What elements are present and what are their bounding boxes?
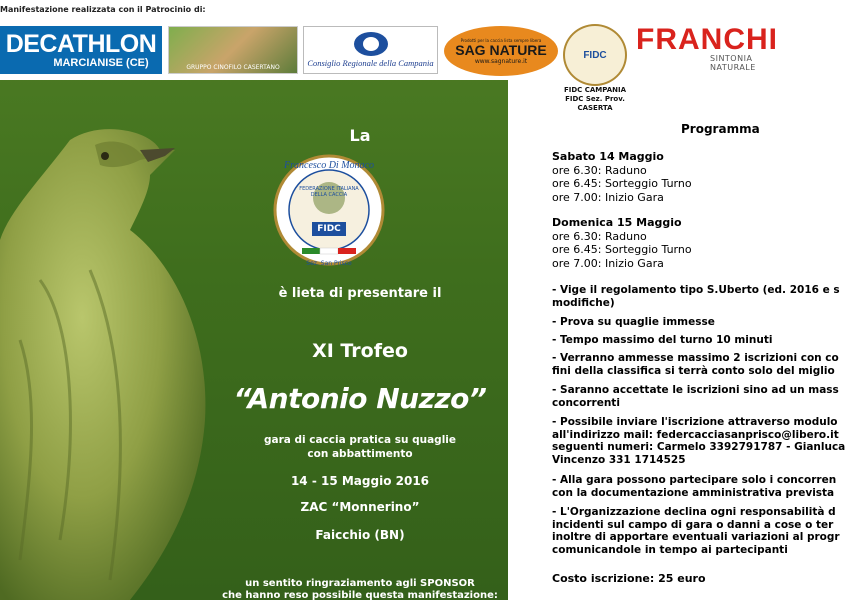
event-description-line-2: con abbattimento (307, 448, 413, 460)
rule-line: incidenti sul campo di gara o danni a cose o ter (552, 518, 834, 531)
la-text: La (349, 126, 371, 145)
event-description (210, 433, 510, 461)
quail-illustration (0, 120, 230, 600)
rule-line: fini della classifica si terrà conto solo del miglio (552, 364, 835, 377)
rule-line: - Possibile inviare l'iscrizione attraverso modulo (552, 416, 838, 428)
franchi-logo: FRANCHI (636, 23, 778, 56)
day1-label: Sabato 14 Maggio (552, 150, 664, 163)
rule-line: comunicandole in tempo ai partecipanti (552, 543, 788, 556)
sponsor-thanks-line-1: un sentito ringraziamento agli SPONSOR (245, 578, 475, 589)
fidc-campania-logo (563, 24, 627, 86)
sag-tagline: Prodotti per la caccia lista sempre libera (460, 37, 542, 43)
day2-schedule (552, 216, 692, 270)
rule-tempo (552, 334, 772, 347)
rule-quaglie (552, 316, 715, 329)
badge-sez-text: Sez. San Prisco (306, 260, 352, 267)
sponsor-thanks-line-2: che hanno reso possibile questa manifestazione: (222, 590, 498, 601)
day1-item: ore 7.00: Inizio Gara (552, 190, 664, 204)
fidc-caption-line-1: FIDC CAMPANIA (563, 86, 627, 94)
rule-line: Vincenzo 331 1714525 (552, 453, 686, 466)
rule-line: concorrenti (552, 396, 620, 409)
event-zac: ZAC “Monnerino” (300, 500, 420, 514)
sag-brand: SAG NATURE (455, 41, 547, 58)
sponsor-thanks (210, 578, 510, 602)
decathlon-logo (0, 26, 162, 74)
trofeo-name: “Antonio Nuzzo” (233, 382, 487, 415)
day2-item: ore 6.30: Raduno (552, 229, 647, 243)
rule-line: all'indirizzo mail: federcacciasanprisco@libero.it (552, 428, 839, 441)
gruppo-cinofilo-logo (168, 26, 298, 74)
event-place: Faicchio (BN) (315, 528, 405, 542)
day2-item: ore 7.00: Inizio Gara (552, 256, 664, 270)
rule-line: - Alla gara possono partecipare solo i concorren (552, 474, 837, 486)
costo-iscrizione: Costo iscrizione: 25 euro (552, 572, 706, 585)
rule-line: - Saranno accettate le iscrizioni sino ad un mass (552, 384, 839, 396)
rule-line: - Tempo massimo del turno 10 minuti (552, 334, 773, 346)
rule-iscrizioni (552, 352, 839, 377)
gruppo-caption: GRUPPO CINOFILO CASERTANO (186, 64, 280, 71)
rule-line: - L'Organizzazione declina ogni responsabilità d (552, 506, 836, 518)
event-description-line-1: gara di caccia pratica su quaglie (263, 434, 457, 446)
rule-partecipazione (552, 474, 836, 499)
rule-line: inoltre di apportare eventuali variazioni al progr (552, 531, 840, 543)
regione-campania-logo (303, 26, 438, 74)
rule-line: modifiche) (552, 296, 615, 309)
patronage-line: Manifestazione realizzata con il Patrocinio di: (0, 5, 206, 14)
rule-contatti (552, 416, 845, 466)
day1-item: ore 6.45: Sorteggio Turno (552, 177, 692, 190)
franchi-tagline: SINTONIA NATURALE (710, 54, 756, 72)
badge-fidc-text: FIDC (317, 224, 341, 234)
fidc-logo-text: FIDC (583, 49, 607, 61)
badge-inner-text: FEDERAZIONE ITALIANA DELLA CACCIA (299, 186, 359, 198)
regione-text: Consiglio Regionale della Campania (307, 58, 434, 68)
day2-label: Domenica 15 Maggio (552, 216, 682, 229)
rule-line: seguenti numeri: Carmelo 3392791787 - Gianluca (552, 441, 845, 453)
event-dates: 14 - 15 Maggio 2016 (290, 474, 430, 488)
regione-emblem-icon (354, 32, 388, 56)
badge-ring-text: Francesco Di Monaco (284, 160, 374, 171)
sag-nature-logo (444, 26, 558, 76)
day1-schedule (552, 150, 692, 204)
rule-massimo (552, 384, 839, 409)
sag-url: www.sagnature.it (474, 57, 528, 65)
decathlon-city: MARCIANISE (CE) (53, 56, 149, 69)
presentation-line: è lieta di presentare il (278, 286, 442, 301)
fidc-caption-line-2: FIDC Sez. Prov. CASERTA (565, 95, 625, 112)
decathlon-brand: DECATHLON (5, 29, 157, 58)
rule-line: - Verranno ammesse massimo 2 iscrizioni con co (552, 352, 839, 364)
fidc-caption (552, 86, 638, 113)
trofeo-edition: XI Trofeo (312, 340, 408, 362)
programma-title: Programma (681, 122, 760, 136)
rule-regolamento (552, 284, 840, 309)
rule-line: con la documentazione amministrativa prevista (552, 486, 835, 499)
day1-item: ore 6.30: Raduno (552, 163, 647, 177)
rule-responsabilita (552, 506, 840, 556)
day2-item: ore 6.45: Sorteggio Turno (552, 243, 692, 256)
rule-line: - Prova su quaglie immesse (552, 316, 715, 328)
rule-line: - Vige il regolamento tipo S.Uberto (ed. 2016 e s (552, 284, 840, 296)
